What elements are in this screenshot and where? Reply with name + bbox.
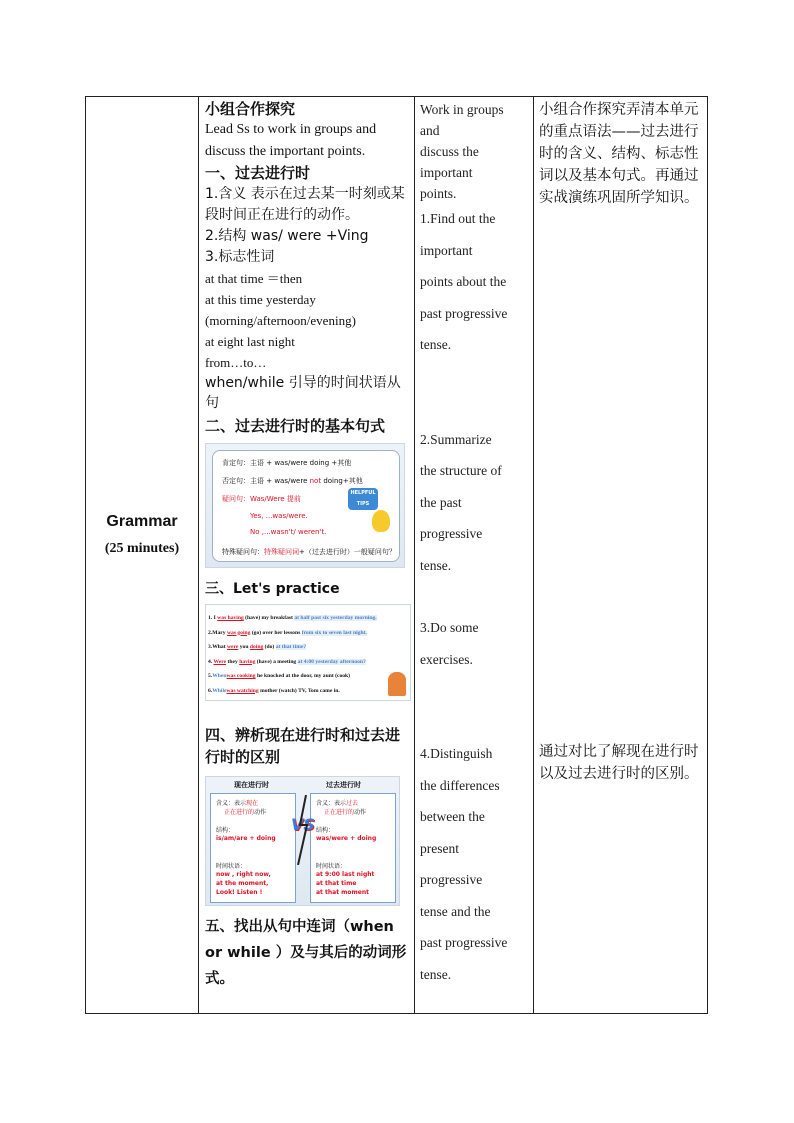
- practice-item: 1. I was having (have) my breakfast at half past six yesterday morning.: [208, 615, 377, 621]
- present-time-expressions: now , right now, at the moment, Look! Listen !: [216, 871, 271, 896]
- question-pattern: 疑问句：Was/Were 提前: [222, 495, 301, 503]
- helpful-tips-badge: HELPFUL TIPS: [348, 488, 378, 510]
- student-step-1: 1.Find out the important points about the past progressive tense.: [420, 211, 508, 352]
- markers-title: 3.标志性词: [205, 249, 275, 265]
- structure-label: 结构：: [316, 827, 335, 834]
- marker-item: at that time ＝then: [205, 271, 303, 286]
- section-2-title: 二、过去进行时的基本句式: [205, 417, 386, 435]
- negative-pattern: 否定句：主语 + was/were not doing+其他: [222, 477, 363, 485]
- time-label: 时间状语：: [316, 863, 347, 870]
- purpose-text-1: 小组合作探究弄清本单元的重点语法——过去进行时的含义、结构、标志性词以及基本句式。再通过实战演练巩固所学知识。: [539, 102, 699, 206]
- practice-item: 6.Whilewas watching mother (watch) TV, Tom came in.: [208, 687, 340, 694]
- marker-item: at this time yesterday: [205, 292, 316, 307]
- lightning-icon: [296, 795, 312, 865]
- teacher-intro: Lead Ss to work in groups and discuss the important points.: [205, 122, 377, 159]
- positive-pattern: 肯定句：主语 + was/were doing +其他: [222, 459, 352, 467]
- special-question-pattern: 特殊疑问句：特殊疑问词+（过去进行时）一般疑问句？: [222, 548, 396, 556]
- structure-text: 2.结构 was/ were +Ving: [205, 228, 369, 244]
- past-progressive-heading: 过去进行时: [326, 781, 361, 789]
- marker-item: at eight last night: [205, 334, 295, 349]
- student-step-4: 4.Distinguish the differences between the present progressive tense and the past progressive tense.: [420, 746, 508, 982]
- sentence-pattern-slide: [205, 443, 405, 568]
- meaning-text: 1.含义 表示在过去某一时刻或某段时间正在进行的动作。: [205, 186, 405, 223]
- practice-item: 2.Mary was going (go) over her lessons from six to seven last night.: [208, 629, 367, 636]
- stage-cell: [86, 97, 198, 1013]
- practice-item: 5.Whenwas cooking he knocked at the door, my aunt (cook): [208, 673, 351, 679]
- section-5-title: 五、找出从句中连词（when or while ）及与其后的动词形式。: [205, 919, 407, 987]
- past-time-expressions: at 9:00 last night at that time at that moment: [316, 871, 375, 896]
- lesson-table: [85, 96, 708, 1014]
- versus-label: VS: [291, 815, 315, 834]
- lightbulb-icon: [372, 510, 390, 532]
- practice-slide: [205, 604, 411, 701]
- comparison-slide: [205, 776, 400, 906]
- present-structure: is/am/are + doing: [216, 835, 276, 842]
- stage-duration: (25 minutes): [104, 541, 180, 556]
- present-progressive-heading: 现在进行时: [234, 781, 269, 789]
- practice-item: 3.What were you doing (do) at that time?: [208, 644, 307, 650]
- yes-answer: Yes, ...was/were.: [250, 512, 308, 520]
- student-cartoon-icon: [388, 672, 406, 696]
- structure-label: 结构：: [216, 827, 235, 834]
- section-3-title: 三、Let's practice: [205, 581, 340, 597]
- past-structure: was/were + doing: [316, 835, 377, 842]
- purpose-cell: [533, 97, 709, 1013]
- practice-item: 4. Were they having (have) a meeting at 4:00 yesterday afternoon?: [208, 658, 366, 665]
- teacher-activity-cell: [198, 97, 414, 1013]
- time-label: 时间状语：: [216, 863, 247, 870]
- purpose-text-2: 通过对比了解现在进行时以及过去进行时的区别。: [539, 744, 699, 782]
- marker-item: (morning/afternoon/evening): [205, 313, 356, 328]
- student-step-3: 3.Do some exercises.: [420, 620, 479, 667]
- no-answer: No ,...wasn't/ weren't.: [250, 528, 327, 536]
- past-meaning: 含义：表示过去 正在进行的动作: [316, 800, 367, 816]
- student-step-2: 2.Summarize the structure of the past progressive tense.: [420, 431, 502, 573]
- present-meaning: 含义：表示现在 正在进行的动作: [216, 800, 267, 816]
- teacher-heading: 小组合作探究: [205, 100, 296, 118]
- stage-title: Grammar: [106, 513, 178, 530]
- marker-item: from…to…: [205, 355, 267, 370]
- student-activity-cell: [414, 97, 533, 1013]
- marker-item: when/while 引导的时间状语从句: [205, 375, 401, 411]
- student-intro: Work in groups and discuss the important points.: [420, 102, 504, 201]
- section-4-title: 四、辨析现在进行时和过去进行时的区别: [205, 726, 401, 766]
- section-1-title: 一、过去进行时: [205, 164, 311, 182]
